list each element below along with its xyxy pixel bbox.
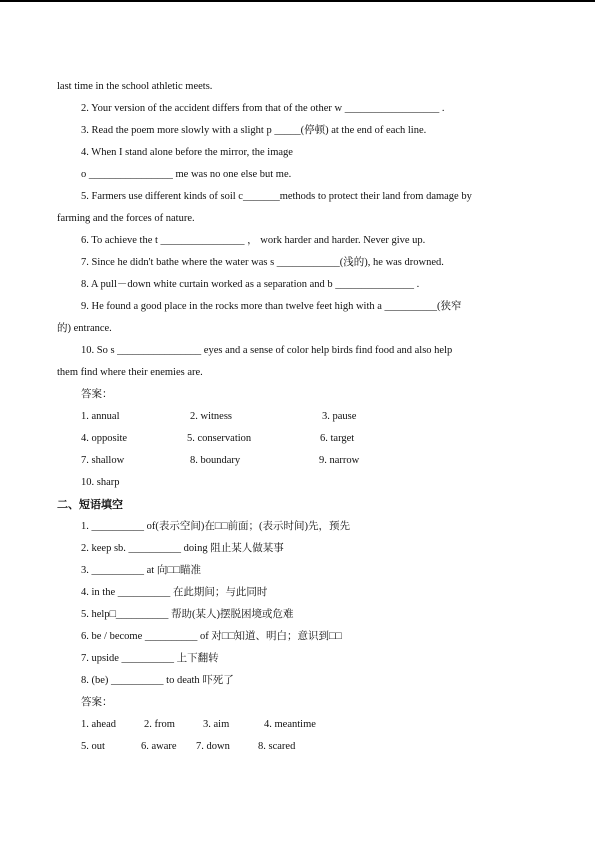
answer-item: 6. aware	[141, 741, 177, 752]
answer-item: 4. meantime	[264, 719, 316, 730]
answer-item: 3. pause	[322, 411, 357, 422]
question-4-continued: o ________________ me was no one else but me.	[81, 169, 292, 180]
answer-item: 5. out	[81, 741, 105, 752]
answer-item: 3. aim	[203, 719, 230, 730]
answer-item: 7. shallow	[81, 455, 125, 466]
answer-item: 2. from	[144, 719, 175, 730]
phrase-item: 3. __________ at 向□□瞄准	[81, 565, 202, 576]
answer-item: 1. ahead	[81, 719, 116, 730]
question-7: 7. Since he didn't bathe where the water was s ____________(浅的), he was drowned.	[81, 257, 444, 268]
top-border	[0, 0, 595, 2]
question-6: 6. To achieve the t ________________ ， work harder and harder. Never give up.	[81, 235, 426, 246]
question-3: 3. Read the poem more slowly with a slight p _____(停顿) at the end of each line.	[81, 125, 427, 136]
answer-item: 10. sharp	[81, 477, 120, 488]
answer-label: 答案：	[81, 697, 113, 708]
question-5: 5. Farmers use different kinds of soil c_______methods to protect their land from damage by	[81, 191, 472, 202]
answer-item: 9. narrow	[319, 455, 360, 466]
phrase-item: 8. (be) __________ to death 吓死了	[81, 675, 234, 686]
question-2: 2. Your version of the accident differs from that of the other w __________________ .	[81, 103, 445, 114]
answer-item: 1. annual	[81, 411, 120, 422]
answer-item: 4. opposite	[81, 433, 128, 444]
phrase-item: 2. keep sb. __________ doing 阻止某人做某事	[81, 543, 284, 554]
answer-item: 7. down	[196, 741, 230, 752]
question-9-continued: 的) entrance.	[57, 323, 112, 334]
phrase-item: 5. help□__________ 帮助(某人)摆脱困境或危难	[81, 609, 294, 620]
text-line: last time in the school athletic meets.	[57, 81, 213, 92]
phrase-item: 6. be / become __________ of 对□□知道、明白；意识到□□	[81, 631, 342, 642]
answer-item: 8. boundary	[190, 455, 241, 466]
phrase-item: 1. __________ of(表示空间)在□□前面；(表示时间)先，预先	[81, 521, 351, 532]
answer-item: 8. scared	[258, 741, 296, 752]
question-8: 8. A pull－down white curtain worked as a separation and b _______________ .	[81, 279, 420, 290]
section-heading: 二、短语填空	[57, 498, 123, 511]
answer-item: 2. witness	[190, 411, 232, 422]
question-9: 9. He found a good place in the rocks more than twelve feet high with a __________(狭窄	[81, 301, 462, 312]
question-5-continued: farming and the forces of nature.	[57, 213, 195, 224]
question-10: 10. So s ________________ eyes and a sense of color help birds find food and also help	[81, 345, 453, 356]
phrase-item: 7. upside __________ 上下翻转	[81, 653, 219, 664]
answer-label: 答案：	[81, 389, 113, 400]
question-4: 4. When I stand alone before the mirror, the image	[81, 147, 293, 158]
answer-item: 6. target	[320, 433, 355, 444]
phrase-item: 4. in the __________ 在此期间；与此同时	[81, 587, 268, 598]
question-10-continued: them find where their enemies are.	[57, 367, 203, 378]
answer-item: 5. conservation	[187, 433, 252, 444]
